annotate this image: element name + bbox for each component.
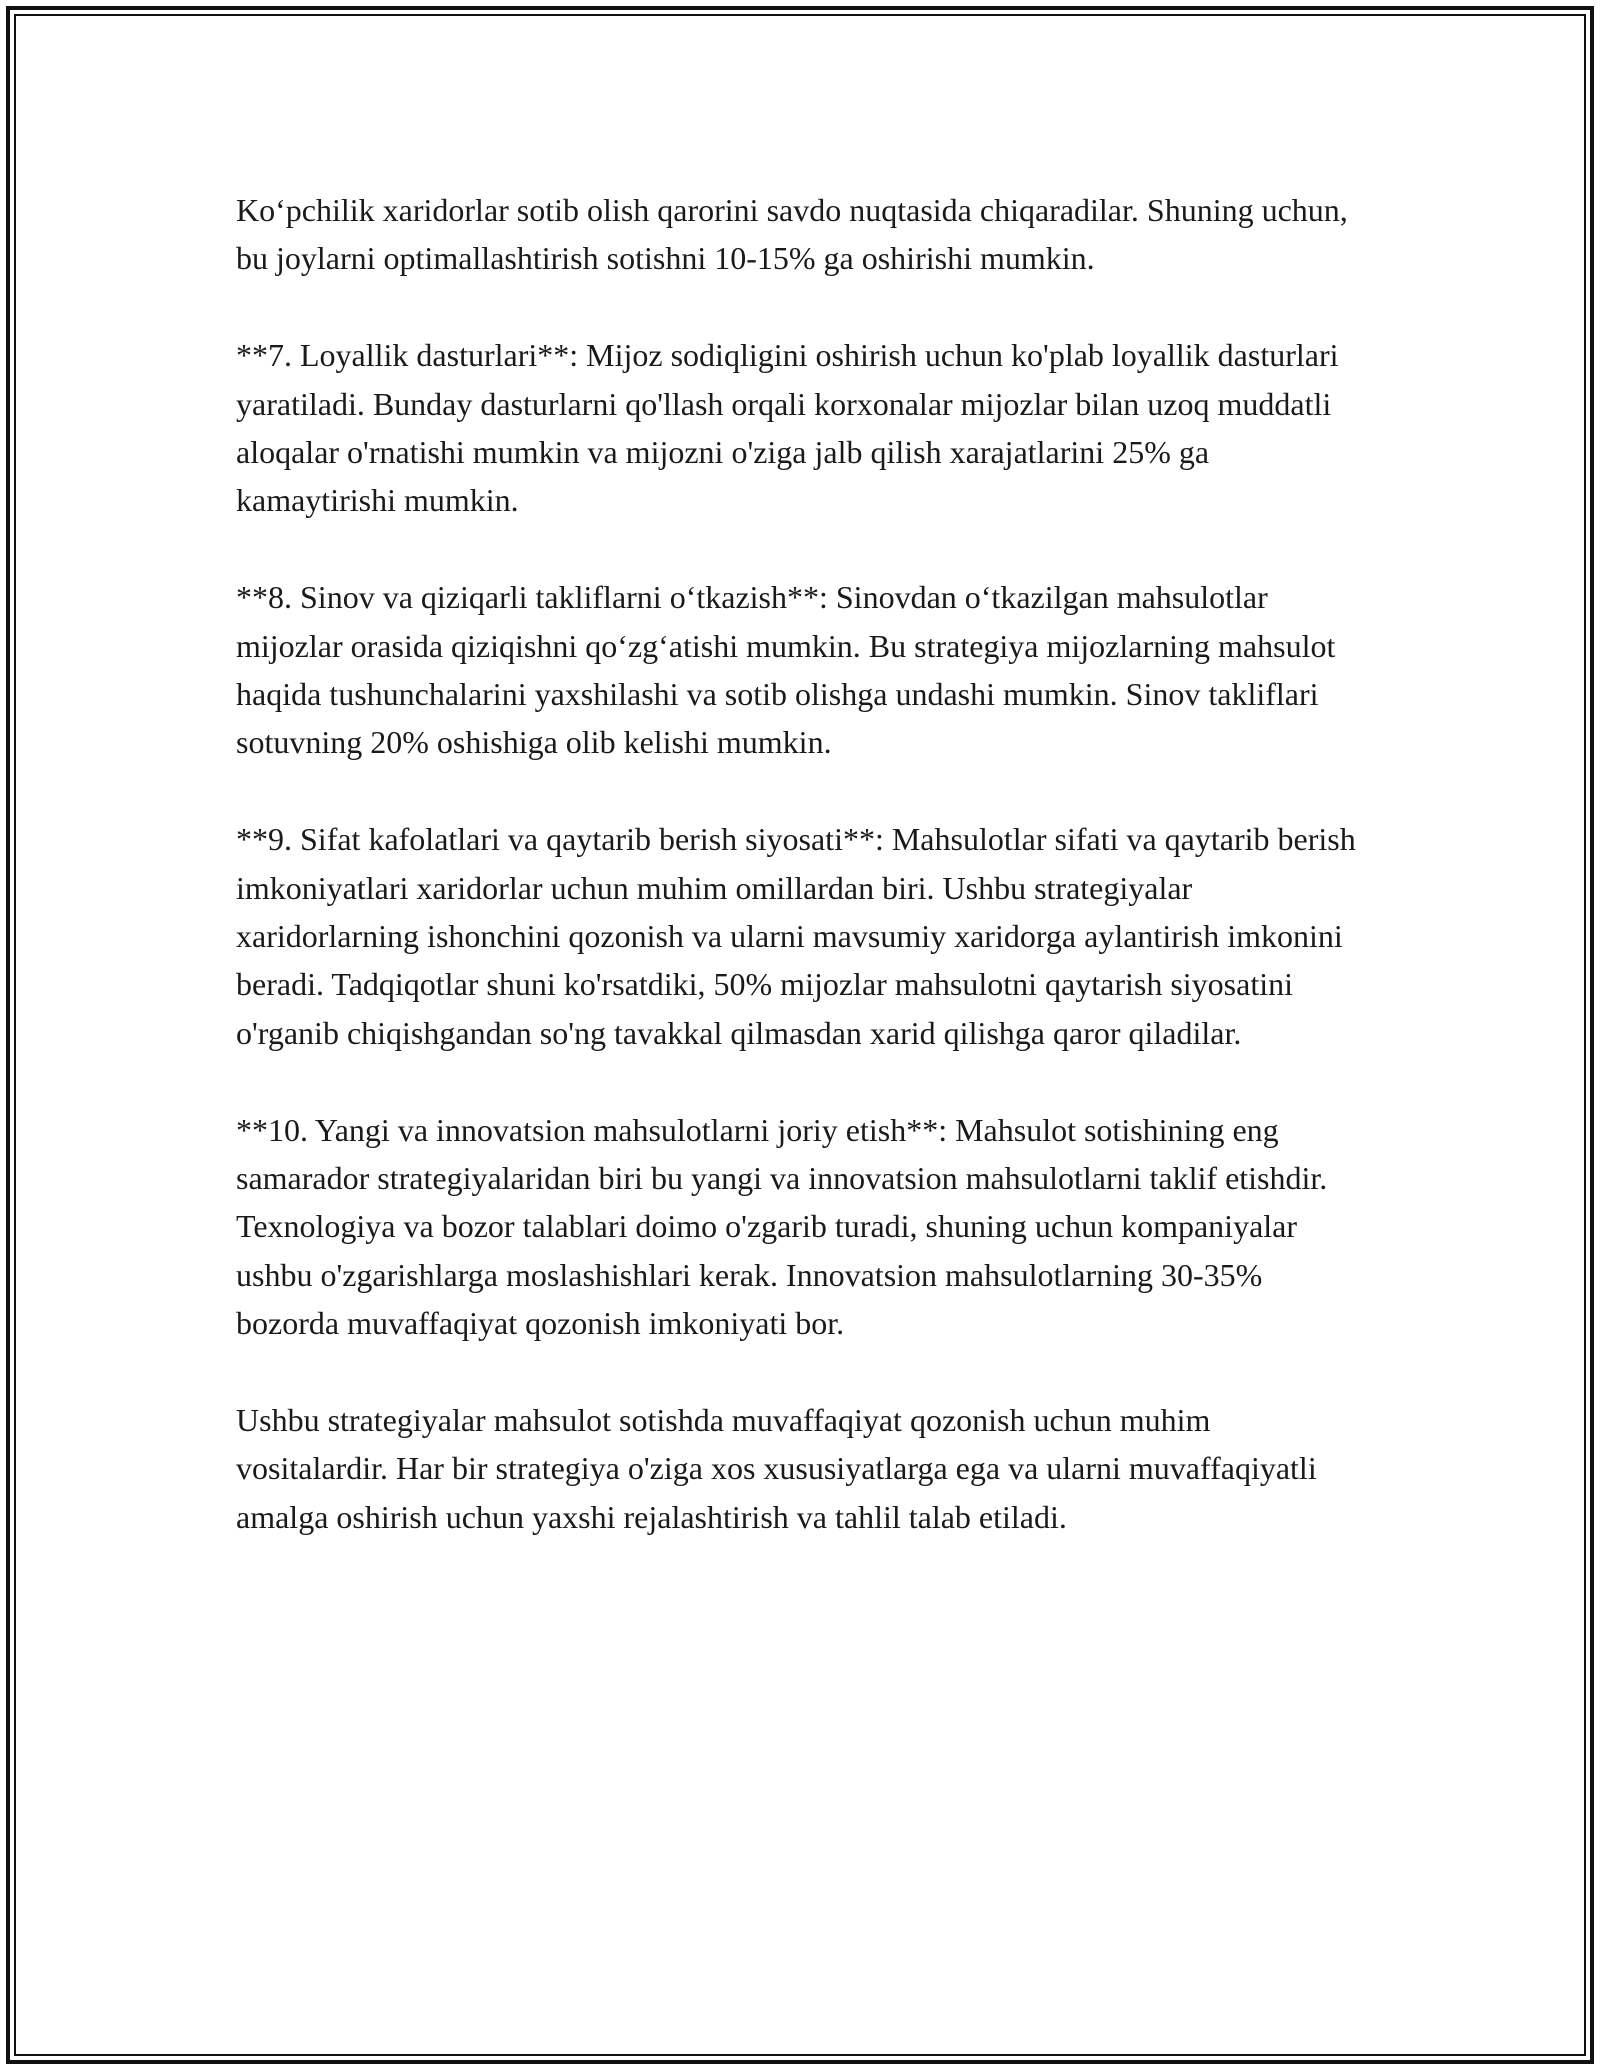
paragraph-loyalty-programs: **7. Loyallik dasturlari**: Mijoz sodiqligini oshirish uchun ko'plab loyallik dasturlari yaratiladi. Bunday dasturlarni qo'llash orqali korxonalar mijozlar bilan uzoq muddatli aloqalar o'rnatishi mumkin va mijozni o'ziga jalb qilish xarajatlarini 25% ga kamaytirishi mumkin. [236, 337, 1339, 519]
paragraph-conclusion: Ushbu strategiyalar mahsulot sotishda muvaffaqiyat qozonish uchun muhim vositalardir. Har bir strategiya o'ziga xos xususiyatlarga ega va ularni muvaffaqiyatli amalga oshirish uchun yaxshi rejalashtirish va tahlil talab etiladi. [236, 1402, 1317, 1535]
paragraph-trial-offers: **8. Sinov va qiziqarli takliflarni o‘tkazish**: Sinovdan o‘tkazilgan mahsulotlar mijozlar orasida qiziqishni qo‘zg‘atishi mumkin. Bu strategiya mijozlarning mahsulot haqida tushunchalarini yaxshilashi va sotib olishga undashi mumkin. Sinov takliflari sotuvning 20% oshishiga olib kelishi mumkin. [236, 579, 1336, 761]
paragraph-quality-guarantees: **9. Sifat kafolatlari va qaytarib berish siyosati**: Mahsulotlar sifati va qaytarib berish imkoniyatlari xaridorlar uchun muhim omillardan biri. Ushbu strategiyalar xaridorlarning ishonchini qozonish va ularni mavsumiy xaridorga aylantirish imkonini beradi. Tadqiqotlar shuni ko'rsatdiki, 50% mijozlar mahsulotni qaytarish siyosatini o'rganib chiqishgandan so'ng tavakkal qilmasdan xarid qilishga qaror qiladilar. [236, 821, 1356, 1051]
paragraph-innovative-products: **10. Yangi va innovatsion mahsulotlarni joriy etish**: Mahsulot sotishining eng samarador strategiyalaridan biri bu yangi va innovatsion mahsulotlarni taklif etishdir. Texnologiya va bozor talablari doimo o'zgarib turadi, shuning uchun kompaniyalar ushbu o'zgarishlarga moslashishlari kerak. Innovatsion mahsulotlarning 30-35% bozorda muvaffaqiyat qozonish imkoniyati bor. [236, 1111, 1328, 1342]
document-body [236, 186, 1366, 1541]
paragraph-intro: Ko‘pchilik xaridorlar sotib olish qarorini savdo nuqtasida chiqaradilar. Shuning uchun, bu joylarni optimallashtirish sotishni 10-15% ga oshirishi mumkin. [236, 192, 1348, 277]
